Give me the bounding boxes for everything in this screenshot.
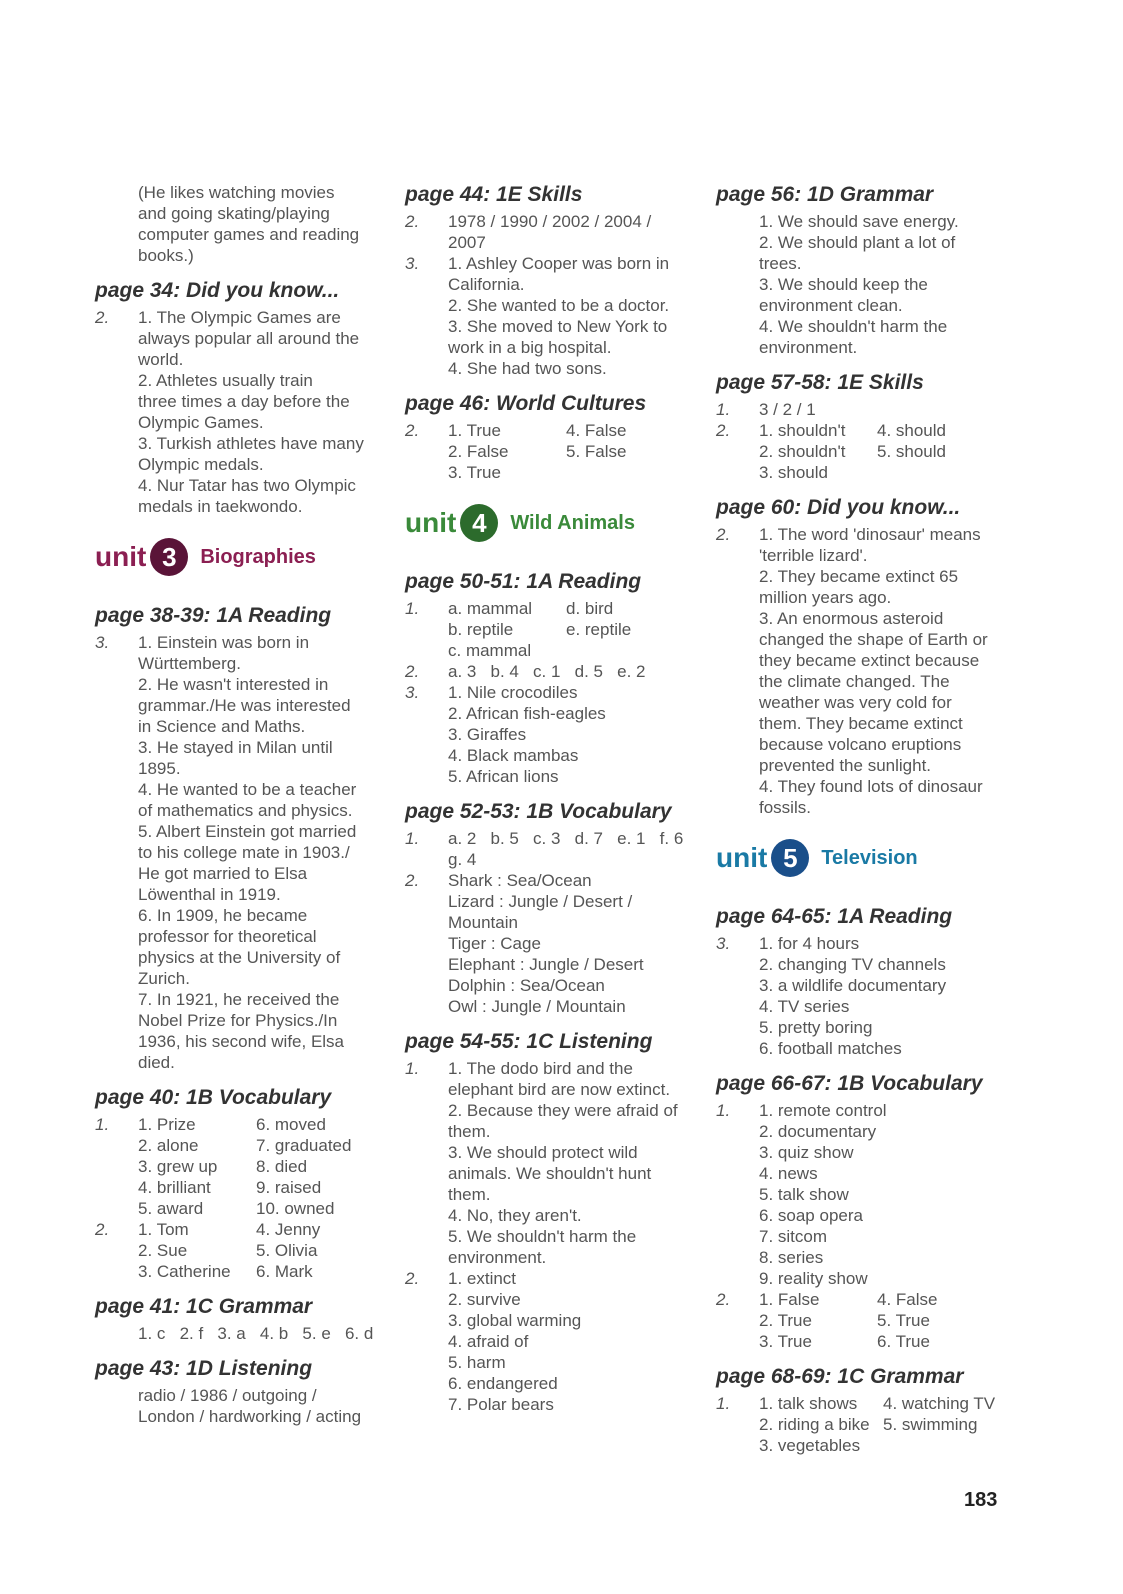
- text-line: environment clean.: [759, 296, 903, 315]
- exercise-number: 2.: [716, 421, 731, 440]
- text-line: 4. They found lots of dinosaur: [759, 777, 983, 796]
- section-page-41: [95, 1294, 385, 1344]
- answer: 3. True: [759, 1332, 812, 1351]
- exercise-body: [138, 1219, 385, 1282]
- unit-number-badge: 3: [150, 538, 188, 576]
- text-line: computer games and reading: [138, 225, 360, 244]
- unit-title: Wild Animals: [510, 511, 635, 534]
- answer-row: [448, 462, 700, 483]
- answer: 4. False: [877, 1290, 938, 1309]
- section-page-68-69: [716, 1364, 1016, 1456]
- exercise-body: [448, 828, 700, 870]
- text-line: a. 3 b. 4 c. 1 d. 5 e. 2: [448, 662, 646, 681]
- exercise: [405, 253, 700, 379]
- text-line: 4. We shouldn't harm the: [759, 317, 948, 336]
- section-heading: page 52-53: 1B Vocabulary: [405, 800, 672, 823]
- section-page-60: [716, 495, 1016, 818]
- answer: 9. raised: [256, 1178, 322, 1197]
- exercise: [405, 1058, 700, 1268]
- text-line: million years ago.: [759, 588, 892, 607]
- exercise: [95, 1114, 385, 1219]
- text-line: 2. She wanted to be a doctor.: [448, 296, 670, 315]
- text-line: 1. remote control: [759, 1101, 887, 1120]
- text-line: (He likes watching movies: [138, 183, 335, 202]
- answer-row: [138, 1177, 385, 1198]
- exercise: [95, 307, 385, 517]
- text-line: g. 4: [448, 850, 477, 869]
- text-line: 4. TV series: [759, 997, 850, 1016]
- section-heading: page 40: 1B Vocabulary: [95, 1086, 332, 1109]
- text-line: 2007: [448, 233, 486, 252]
- text-line: He got married to Elsa: [138, 864, 308, 883]
- answer: 8. died: [256, 1157, 308, 1176]
- answer: 1. talk shows: [759, 1394, 858, 1413]
- unit-title: Television: [821, 846, 918, 869]
- exercise: [716, 524, 1016, 818]
- exercise-number: 1.: [405, 829, 420, 848]
- text-line: 2. changing TV channels: [759, 955, 946, 974]
- text-line: 3. An enormous asteroid: [759, 609, 944, 628]
- exercise-number: 3.: [95, 633, 110, 652]
- answer: 4. False: [566, 421, 627, 440]
- section-page-40: [95, 1085, 385, 1282]
- exercise: [405, 420, 700, 483]
- section-heading: page 50-51: 1A Reading: [405, 570, 642, 593]
- answer-row: [138, 1240, 385, 1261]
- answer-row: [138, 1135, 385, 1156]
- text-line: 5. harm: [448, 1353, 506, 1372]
- exercise-number: 3.: [405, 254, 420, 273]
- answer: 5. swimming: [883, 1415, 978, 1434]
- unit-5-banner: [716, 836, 1016, 880]
- column-middle: [405, 182, 700, 1427]
- text-line: 6. football matches: [759, 1039, 902, 1058]
- exercise: [405, 682, 700, 787]
- text-line: 3. He stayed in Milan until: [138, 738, 333, 757]
- text-line: in Science and Maths.: [138, 717, 306, 736]
- exercise-body: [759, 933, 1016, 1059]
- answer: 4. should: [877, 421, 946, 440]
- section-page-46: [405, 391, 700, 483]
- exercise-number: 2.: [95, 1220, 110, 1239]
- section-page-66-67: [716, 1071, 1016, 1352]
- text-line: weather was very cold for: [759, 693, 952, 712]
- answer: 2. shouldn't: [759, 442, 846, 461]
- answer-row: [759, 420, 1016, 441]
- section-page-56: [716, 182, 1016, 358]
- exercise-number: 2.: [95, 308, 110, 327]
- answer-row: [759, 1414, 1016, 1435]
- text-line: animals. We shouldn't hunt: [448, 1164, 652, 1183]
- unit-number-badge: 5: [771, 839, 809, 877]
- exercise-number: 1.: [716, 1101, 731, 1120]
- answer-row: [448, 619, 700, 640]
- text-line: 'terrible lizard'.: [759, 546, 868, 565]
- section-heading: page 46: World Cultures: [405, 392, 647, 415]
- text-line: them.: [448, 1122, 491, 1141]
- section-heading: page 68-69: 1C Grammar: [716, 1365, 964, 1388]
- answer-row: [138, 1114, 385, 1135]
- text-line: 1. Einstein was born in: [138, 633, 310, 652]
- section-page-54-55: [405, 1029, 700, 1415]
- answer: 10. owned: [256, 1199, 335, 1218]
- text-line: 6. endangered: [448, 1374, 558, 1393]
- text-line: 5. African lions: [448, 767, 559, 786]
- text-line: 3. quiz show: [759, 1143, 854, 1162]
- text-line: them. They became extinct: [759, 714, 963, 733]
- text-line: always popular all around the: [138, 329, 360, 348]
- answer-row: [448, 598, 700, 619]
- text-line: 1. for 4 hours: [759, 934, 860, 953]
- answer-row: [448, 640, 700, 661]
- text-line: 1. extinct: [448, 1269, 517, 1288]
- text-line: 5. We shouldn't harm the: [448, 1227, 637, 1246]
- text-line: Tiger : Cage: [448, 934, 541, 953]
- section-heading: page 60: Did you know...: [716, 496, 961, 519]
- text-line: medals in taekwondo.: [138, 497, 303, 516]
- text-line: 3. a wildlife documentary: [759, 976, 947, 995]
- exercise: [716, 420, 1016, 483]
- text-line: 2. He wasn't interested in: [138, 675, 329, 694]
- exercise-number: 3.: [405, 683, 420, 702]
- exercise-body: [448, 598, 700, 661]
- text-line: Shark : Sea/Ocean: [448, 871, 592, 890]
- text-line: professor for theoretical: [138, 927, 317, 946]
- text-line: died.: [138, 1053, 175, 1072]
- exercise-number: 1.: [95, 1115, 110, 1134]
- exercise-body: [448, 1058, 700, 1268]
- text-line: Zurich.: [138, 969, 190, 988]
- answer: 5. should: [877, 442, 946, 461]
- text-line: they became extinct because: [759, 651, 980, 670]
- text-line: London / hardworking / acting: [138, 1407, 362, 1426]
- exercise-body: [448, 253, 700, 379]
- section-heading: page 41: 1C Grammar: [95, 1295, 313, 1318]
- text-line: 2. We should plant a lot of: [759, 233, 956, 252]
- answer-row: [448, 441, 700, 462]
- answer-row: [759, 1289, 1016, 1310]
- text-line: changed the shape of Earth or: [759, 630, 988, 649]
- exercise: [716, 1393, 1016, 1456]
- exercise-body: [448, 661, 700, 682]
- answer: b. reptile: [448, 620, 514, 639]
- text-line: California.: [448, 275, 525, 294]
- section-heading: page 38-39: 1A Reading: [95, 604, 332, 627]
- section-heading: page 64-65: 1A Reading: [716, 905, 953, 928]
- answer: 1. True: [448, 421, 501, 440]
- exercise: [716, 933, 1016, 1059]
- text-line: 1. Nile crocodiles: [448, 683, 578, 702]
- exercise: [405, 870, 700, 1017]
- unit-word: unit: [95, 541, 147, 572]
- exercise-number: 1.: [405, 599, 420, 618]
- column-left: [95, 182, 385, 1439]
- exercise-number: 2.: [405, 212, 420, 231]
- text-line: 2. African fish-eagles: [448, 704, 606, 723]
- text-line: 3. She moved to New York to: [448, 317, 668, 336]
- answer-row: [138, 1198, 385, 1219]
- exercise-body: [448, 682, 700, 787]
- text-line: Dolphin : Sea/Ocean: [448, 976, 605, 995]
- text-line: them.: [448, 1185, 491, 1204]
- answer: 1. Tom: [138, 1220, 189, 1239]
- answer: 6. True: [877, 1332, 930, 1351]
- text-line: 1. The Olympic Games are: [138, 308, 341, 327]
- text-line: 1895.: [138, 759, 181, 778]
- section-page-34: [95, 278, 385, 517]
- text-line: 2. Athletes usually train: [138, 371, 313, 390]
- exercise-number: 2.: [405, 871, 420, 890]
- answer: 5. False: [566, 442, 627, 461]
- exercise: [405, 828, 700, 870]
- answer: e. reptile: [566, 620, 632, 639]
- text-line: Württemberg.: [138, 654, 241, 673]
- answer: c. mammal: [448, 641, 532, 660]
- exercise-number: 1.: [405, 1059, 420, 1078]
- text-line: world.: [138, 350, 184, 369]
- text-line: environment.: [448, 1248, 547, 1267]
- text-line: 7. Polar bears: [448, 1395, 554, 1414]
- exercise-number: 2.: [716, 525, 731, 544]
- answer-row: [138, 1261, 385, 1282]
- section-page-38-39: [95, 603, 385, 1073]
- answer-row: [759, 1435, 1016, 1456]
- answer: 2. True: [759, 1311, 812, 1330]
- answer: 1. Prize: [138, 1115, 196, 1134]
- section-page-44: [405, 182, 700, 379]
- text-line: 7. sitcom: [759, 1227, 828, 1246]
- answer-row: [138, 1219, 385, 1240]
- text-line: 3. We should protect wild: [448, 1143, 638, 1162]
- text-line: 2. They became extinct 65: [759, 567, 959, 586]
- text-line: 1. Ashley Cooper was born in: [448, 254, 670, 273]
- answer: 7. graduated: [256, 1136, 352, 1155]
- text-line: Mountain: [448, 913, 518, 932]
- text-line: grammar./He was interested: [138, 696, 351, 715]
- answer: 6. moved: [256, 1115, 326, 1134]
- exercise: [716, 1100, 1016, 1289]
- answer: 4. watching TV: [883, 1394, 996, 1413]
- exercise: [716, 399, 1016, 420]
- section-heading: page 66-67: 1B Vocabulary: [716, 1072, 983, 1095]
- answer: 4. brilliant: [138, 1178, 211, 1197]
- exercise-body: [759, 1289, 1016, 1352]
- text-line: trees.: [759, 254, 802, 273]
- section-heading: page 57-58: 1E Skills: [716, 371, 924, 394]
- text-line: the climate changed. The: [759, 672, 950, 691]
- page-number: 183: [964, 1489, 998, 1511]
- unit-title: Biographies: [200, 545, 316, 568]
- answer: 1. False: [759, 1290, 820, 1309]
- text-line: 2. Because they were afraid of: [448, 1101, 678, 1120]
- text-line: 3. global warming: [448, 1311, 582, 1330]
- unit-4-banner: [405, 501, 700, 545]
- text-line: 3. Giraffes: [448, 725, 527, 744]
- exercise-number: 2.: [405, 662, 420, 681]
- text-line: a. 2 b. 5 c. 3 d. 7 e. 1 f. 6: [448, 829, 684, 848]
- text-line: to his college mate in 1903./: [138, 843, 350, 862]
- text-line: 4. No, they aren't.: [448, 1206, 582, 1225]
- exercise-body: [448, 1268, 700, 1415]
- text-line: 4. She had two sons.: [448, 359, 607, 378]
- text-line: Olympic medals.: [138, 455, 264, 474]
- text-line: and going skating/playing: [138, 204, 330, 223]
- answer: 2. alone: [138, 1136, 199, 1155]
- text-line: 5. Albert Einstein got married: [138, 822, 357, 841]
- answer-line: 1. c 2. f 3. a 4. b 5. e 6. d: [138, 1324, 374, 1343]
- answer-row: [759, 441, 1016, 462]
- answer-block: [716, 211, 1016, 358]
- answer: 2. Sue: [138, 1241, 188, 1260]
- answer: a. mammal: [448, 599, 533, 618]
- exercise: [95, 632, 385, 1073]
- exercise: [405, 211, 700, 253]
- text-line: Olympic Games.: [138, 413, 264, 432]
- text-line: Lizard : Jungle / Desert /: [448, 892, 633, 911]
- exercise-body: [138, 307, 385, 517]
- text-line: 3. We should keep the: [759, 275, 928, 294]
- answer: d. bird: [566, 599, 614, 618]
- answer: 2. False: [448, 442, 509, 461]
- section-heading: page 34: Did you know...: [95, 279, 340, 302]
- exercise-body: [759, 524, 1016, 818]
- section-page-50-51: [405, 569, 700, 787]
- text-line: three times a day before the: [138, 392, 350, 411]
- exercise-body: [759, 1100, 1016, 1289]
- unit-word: unit: [716, 842, 768, 873]
- text-line: 4. Black mambas: [448, 746, 579, 765]
- answer-row: [448, 420, 700, 441]
- exercise-body: [759, 1393, 1016, 1456]
- text-line: Owl : Jungle / Mountain: [448, 997, 626, 1016]
- answer-block: [95, 1385, 385, 1427]
- answer: 5. Olivia: [256, 1241, 318, 1260]
- text-line: 3 / 2 / 1: [759, 400, 816, 419]
- answer-row: [759, 1310, 1016, 1331]
- answer: 3. grew up: [138, 1157, 218, 1176]
- text-line: 2. survive: [448, 1290, 521, 1309]
- answer: 2. riding a bike: [759, 1415, 870, 1434]
- exercise-body: [448, 420, 700, 483]
- exercise: [405, 598, 700, 661]
- text-line: of mathematics and physics.: [138, 801, 353, 820]
- exercise-body: [448, 211, 700, 253]
- exercise-body: [448, 870, 700, 1017]
- text-line: 5. talk show: [759, 1185, 849, 1204]
- exercise: [716, 1289, 1016, 1352]
- text-line: 5. pretty boring: [759, 1018, 873, 1037]
- exercise-body: [138, 1114, 385, 1219]
- text-line: 1. The dodo bird and the: [448, 1059, 633, 1078]
- unit-3-banner: [95, 535, 385, 579]
- text-line: 4. afraid of: [448, 1332, 529, 1351]
- exercise-number: 2.: [405, 421, 420, 440]
- exercise-body: [138, 632, 385, 1073]
- text-line: 1978 / 1990 / 2002 / 2004 /: [448, 212, 652, 231]
- exercise: [95, 1219, 385, 1282]
- section-heading: page 43: 1D Listening: [95, 1357, 313, 1380]
- text-line: Löwenthal in 1919.: [138, 885, 281, 904]
- text-line: fossils.: [759, 798, 811, 817]
- answer: 3. Catherine: [138, 1262, 231, 1281]
- answer-row: [759, 1393, 1016, 1414]
- text-line: books.): [138, 246, 194, 265]
- exercise-number: 1.: [716, 1394, 731, 1413]
- section-page-52-53: [405, 799, 700, 1017]
- answer: 3. should: [759, 463, 828, 482]
- text-line: 4. news: [759, 1164, 818, 1183]
- section-page-43: [95, 1356, 385, 1427]
- text-line: 4. Nur Tatar has two Olympic: [138, 476, 356, 495]
- text-line: 3. Turkish athletes have many: [138, 434, 364, 453]
- exercise-body: [759, 420, 1016, 483]
- text-line: 8. series: [759, 1248, 824, 1267]
- unit-number-badge: 4: [460, 504, 498, 542]
- text-line: 1. We should save energy.: [759, 212, 959, 231]
- answer: 4. Jenny: [256, 1220, 321, 1239]
- text-line: 1936, his second wife, Elsa: [138, 1032, 345, 1051]
- text-line: environment.: [759, 338, 858, 357]
- unit-word: unit: [405, 507, 457, 538]
- text-line: radio / 1986 / outgoing /: [138, 1386, 317, 1405]
- text-line: physics at the University of: [138, 948, 341, 967]
- text-line: prevented the sunlight.: [759, 756, 932, 775]
- text-line: 6. In 1909, he became: [138, 906, 308, 925]
- answer-row: [138, 1156, 385, 1177]
- exercise-number: 3.: [716, 934, 731, 953]
- exercise-number: 1.: [716, 400, 731, 419]
- exercise-number: 2.: [405, 1269, 420, 1288]
- column-right: [716, 182, 1016, 1468]
- text-line: because volcano eruptions: [759, 735, 962, 754]
- section-heading: page 54-55: 1C Listening: [405, 1030, 653, 1053]
- exercise: [405, 1268, 700, 1415]
- section-heading: page 56: 1D Grammar: [716, 183, 934, 206]
- section-heading: page 44: 1E Skills: [405, 183, 583, 206]
- answer: 3. vegetables: [759, 1436, 861, 1455]
- answer-row: [759, 1331, 1016, 1352]
- text-line: work in a big hospital.: [448, 338, 612, 357]
- answer: 1. shouldn't: [759, 421, 846, 440]
- text-line: 2. documentary: [759, 1122, 877, 1141]
- text-line: 1. The word 'dinosaur' means: [759, 525, 981, 544]
- text-line: elephant bird are now extinct.: [448, 1080, 671, 1099]
- section-page-64-65: [716, 904, 1016, 1059]
- answer: 5. True: [877, 1311, 930, 1330]
- exercise-number: 2.: [716, 1290, 731, 1309]
- text-line: 9. reality show: [759, 1269, 868, 1288]
- exercise: [405, 661, 700, 682]
- answer: 6. Mark: [256, 1262, 313, 1281]
- text-line: 6. soap opera: [759, 1206, 863, 1225]
- text-line: 4. He wanted to be a teacher: [138, 780, 357, 799]
- text-line: Elephant : Jungle / Desert: [448, 955, 644, 974]
- section-page-57-58: [716, 370, 1016, 483]
- text-line: 7. In 1921, he received the: [138, 990, 340, 1009]
- text-line: Nobel Prize for Physics./In: [138, 1011, 338, 1030]
- answer: 3. True: [448, 463, 501, 482]
- answer-row: [759, 462, 1016, 483]
- intro-text: [95, 182, 385, 266]
- exercise-body: [759, 399, 1016, 420]
- answer: 5. award: [138, 1199, 204, 1218]
